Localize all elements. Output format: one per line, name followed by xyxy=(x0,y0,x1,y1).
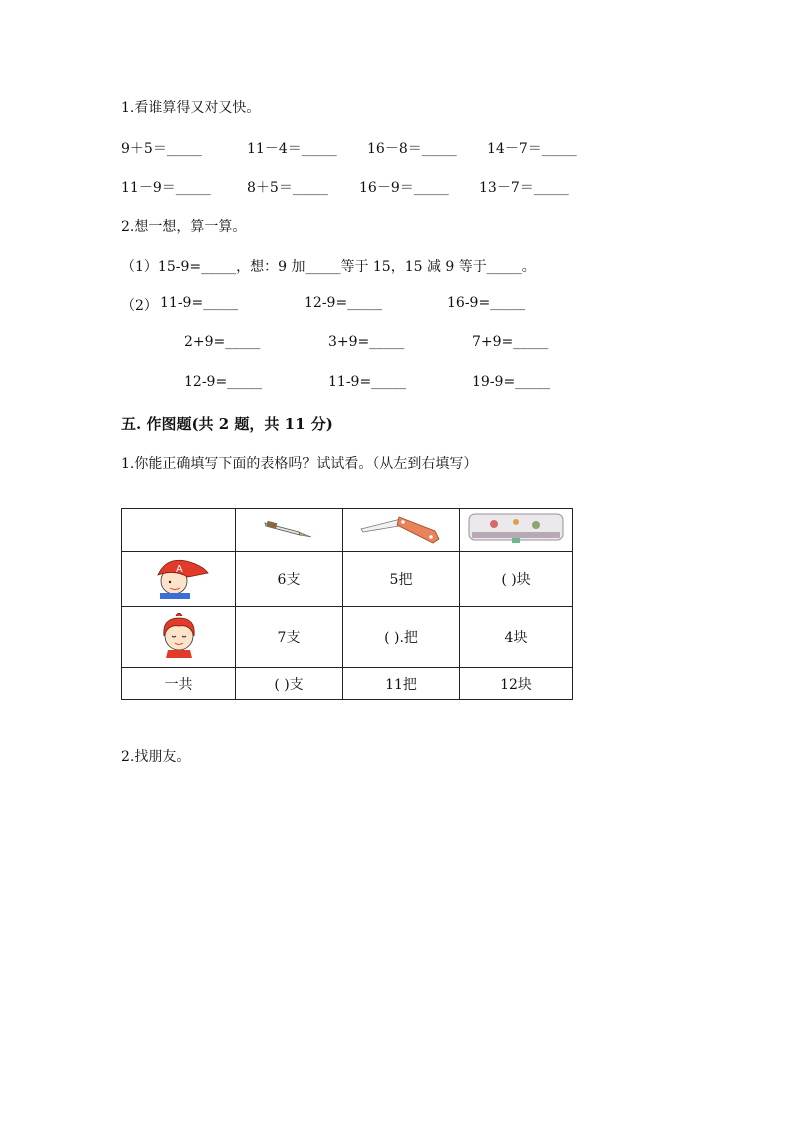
table-cell: ( )块 xyxy=(460,552,573,607)
q2-expr: 12-9=_____ xyxy=(184,374,263,390)
q1-title: 1.看谁算得又对又快。 xyxy=(121,100,261,116)
s5-q1-title: 1.你能正确填写下面的表格吗？试试看。（从左到右填写） xyxy=(121,456,478,472)
q2-expr: 11-9=_____ xyxy=(328,374,407,390)
table-cell: 4块 xyxy=(460,607,573,668)
q2-part2-label: （2） xyxy=(121,298,158,314)
knife-icon xyxy=(359,511,443,549)
table-corner-cell xyxy=(122,509,236,552)
eraser-icon xyxy=(466,510,566,550)
table-row xyxy=(122,668,573,700)
table-header-cell xyxy=(236,509,343,552)
table-cell: 12块 xyxy=(460,668,573,700)
svg-text:A: A xyxy=(175,564,183,575)
table-cell: 11把 xyxy=(343,668,460,700)
s5-q2-title: 2.找朋友。 xyxy=(121,749,191,765)
q1-expr: 9＋5＝_____ xyxy=(121,141,202,157)
q2-expr: 7+9=_____ xyxy=(472,334,549,350)
section-heading: 五. 作图题(共 2 题，共 11 分) xyxy=(121,415,333,433)
table-row-header: 一共 xyxy=(122,668,236,700)
table-cell: 7支 xyxy=(236,607,343,668)
table-header-row xyxy=(122,509,573,552)
table-header-cell xyxy=(343,509,460,552)
q2-title: 2.想一想，算一算。 xyxy=(121,219,247,235)
q1-expr: 13－7＝_____ xyxy=(479,180,569,196)
table-cell: 5把 xyxy=(343,552,460,607)
q2-expr: 19-9=_____ xyxy=(472,374,551,390)
table-row xyxy=(122,607,573,668)
boy-with-cap-icon xyxy=(146,555,212,603)
q1-expr: 8＋5＝_____ xyxy=(247,180,328,196)
q1-expr: 14－7＝_____ xyxy=(487,141,577,157)
table-cell: ( ).把 xyxy=(343,607,460,668)
table-row-header xyxy=(122,552,236,607)
q2-expr: 16-9=_____ xyxy=(447,295,526,311)
table-cell: ( )支 xyxy=(236,668,343,700)
pencil-icon xyxy=(263,517,315,543)
q1-expr: 11－4＝_____ xyxy=(247,141,337,157)
table-row-header xyxy=(122,607,236,668)
q2-expr: 3+9=_____ xyxy=(328,334,405,350)
q2-expr: 12-9=_____ xyxy=(304,295,383,311)
q2-part1: （1）15-9=_____，想：9 加_____等于 15，15 减 9 等于_____。 xyxy=(121,259,536,275)
q2-expr: 2+9=_____ xyxy=(184,334,261,350)
girl-icon xyxy=(156,610,202,664)
q2-expr: 11-9=_____ xyxy=(160,295,239,311)
q1-expr: 11－9＝_____ xyxy=(121,180,211,196)
count-table xyxy=(121,508,573,700)
q1-expr: 16－9＝_____ xyxy=(359,180,449,196)
table-cell: 6支 xyxy=(236,552,343,607)
q1-expr: 16－8＝_____ xyxy=(367,141,457,157)
table-row xyxy=(122,552,573,607)
table-header-cell xyxy=(460,509,573,552)
